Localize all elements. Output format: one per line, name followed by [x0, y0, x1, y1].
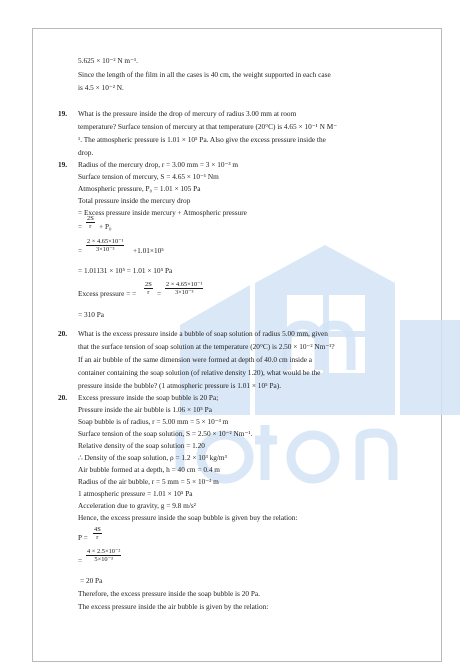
answer-19-line: Atmospheric pressure, P₀ = 1.01 × 105 Pa — [78, 184, 201, 193]
answer-20-line: Radius of the air bubble, r = 5 mm = 5 × 10⁻³ m — [78, 477, 219, 486]
answer-20-line: ∴ Density of the soap solution, ρ = 1.2 × 10³ kg/m³ — [78, 453, 227, 462]
answer-20-line: Air bubble formed at a depth, h = 40 cm = 0.4 m — [78, 465, 220, 474]
answer-19-line: = Excess pressure inside mercury + Atmospheric pressure — [78, 208, 247, 217]
eq19-2-denominator: 3×10⁻³ — [95, 246, 115, 254]
question-20-line: What is the excess pressure inside a bubble of soap solution of radius 5.00 mm, given — [78, 329, 328, 338]
eq19-2-prefix: = — [78, 246, 83, 255]
answer-20-line: Pressure inside the air bubble is 1.06 × 10⁵ Pa — [78, 405, 212, 414]
eq20-1-fraction — [93, 526, 102, 541]
eq19-1-suffix: + P₀ — [99, 222, 112, 231]
answer-20-line: Hence, the excess pressure inside the soap bubble is given buy the relation: — [78, 513, 298, 522]
excess-numerator-2: 2 × 4.65×10⁻¹ — [166, 281, 203, 288]
eq20-1-denominator: r — [96, 534, 99, 542]
excess-pressure-label: Excess pressure = = — [78, 289, 137, 298]
excess-denominator-2: 3×10⁻³ — [174, 289, 194, 297]
intro-line-3: is 4.5 × 10⁻² N. — [78, 83, 124, 92]
question-20-number: 20. — [58, 329, 68, 338]
question-19-line: drop. — [78, 148, 94, 157]
question-19-line: What is the pressure inside the drop of mercury of radius 3.00 mm at room — [78, 109, 297, 118]
answer-20-line: Acceleration due to gravity, g = 9.8 m/s² — [78, 501, 196, 510]
eq19-1-denominator: r — [89, 223, 92, 231]
answer-19-final: = 310 Pa — [78, 310, 105, 319]
answer-19-line: Surface tension of mercury, S = 4.65 × 10⁻¹ Nm — [78, 172, 219, 181]
answer-20-tail: Therefore, the excess pressure inside the soap bubble is 20 Pa. — [78, 589, 260, 598]
intro-line-1: 5.625 × 10⁻² N m⁻¹. — [78, 56, 138, 65]
question-20-line: If an air bubble of the same dimension were formed at depth of 40.0 cm inside a — [78, 355, 313, 364]
eq20-2-numerator: 4 × 2.5×10⁻² — [87, 548, 121, 555]
question-20-line: container containing the soap solution (of relative density 1.20), what would be the — [78, 368, 321, 377]
question-19-number: 19. — [58, 109, 68, 118]
excess-fraction-2 — [165, 281, 203, 296]
excess-fraction-1 — [144, 281, 153, 296]
eq20-1-numerator: 4S — [94, 526, 101, 533]
eq19-2-numerator: 2 × 4.65×10⁻¹ — [87, 238, 124, 245]
answer-20-result: = 20 Pa — [80, 576, 103, 585]
eq20-2-fraction — [86, 548, 121, 563]
answer-20-tail: The excess pressure inside the air bubble is given by the relation: — [78, 602, 269, 611]
answer-20-line: 1 atmospheric pressure = 1.01 × 10⁵ Pa — [78, 489, 193, 498]
excess-equals: = — [157, 289, 162, 298]
eq19-1-fraction — [86, 215, 95, 230]
answer-19-number: 19. — [58, 160, 68, 169]
question-20-line: pressure inside the bubble? (1 atmospheric pressure is 1.01 × 10⁵ Pa). — [78, 381, 282, 390]
eq20-2-denominator: 5×10⁻³ — [94, 556, 113, 564]
answer-19-line: Total pressure inside the mercury drop — [78, 196, 191, 205]
excess-numerator-1: 2S — [145, 281, 152, 288]
excess-denominator-1: r — [147, 289, 150, 297]
answer-19-result: = 1.01131 × 10⁵ = 1.01 × 10⁵ Pa — [78, 266, 173, 275]
question-19-line: ¹. The atmospheric pressure is 1.01 × 10⁵ Pa. Also give the excess pressure inside the — [78, 135, 326, 144]
eq19-1-numerator: 2S — [87, 215, 94, 222]
answer-19-line: Radius of the mercury drop, r = 3.00 mm = 3 × 10⁻³ m — [78, 160, 239, 169]
answer-20-line: Soap bubble is of radius, r = 5.00 mm = 5 × 10⁻³ m — [78, 417, 229, 426]
answer-20-line: Surface tension of the soap solution, S = 2.50 × 10⁻² Nm⁻¹. — [78, 429, 253, 438]
eq19-2-fraction — [86, 238, 124, 253]
eq20-2-prefix: = — [78, 556, 83, 565]
answer-20-number: 20. — [58, 393, 68, 402]
question-20-line: that the surface tension of soap solution at the temperature (20°C) is 2.50 × 10⁻² Nm⁻¹? — [78, 342, 335, 351]
eq19-2-suffix: +1.01×10⁵ — [133, 246, 164, 255]
eq19-1-prefix: = — [78, 222, 83, 231]
answer-20-line: Relative density of the soap solution = 1.20 — [78, 441, 205, 450]
eq20-1-prefix: P = — [78, 533, 88, 542]
question-19-line: temperature? Surface tension of mercury at that temperature (20°C) is 4.65 × 10⁻¹ N M⁻ — [78, 122, 338, 131]
answer-20-line: Excess pressure inside the soap bubble is 20 Pa; — [78, 393, 219, 402]
intro-line-2: Since the length of the film in all the cases is 40 cm, the weight supported in each case — [78, 70, 331, 79]
